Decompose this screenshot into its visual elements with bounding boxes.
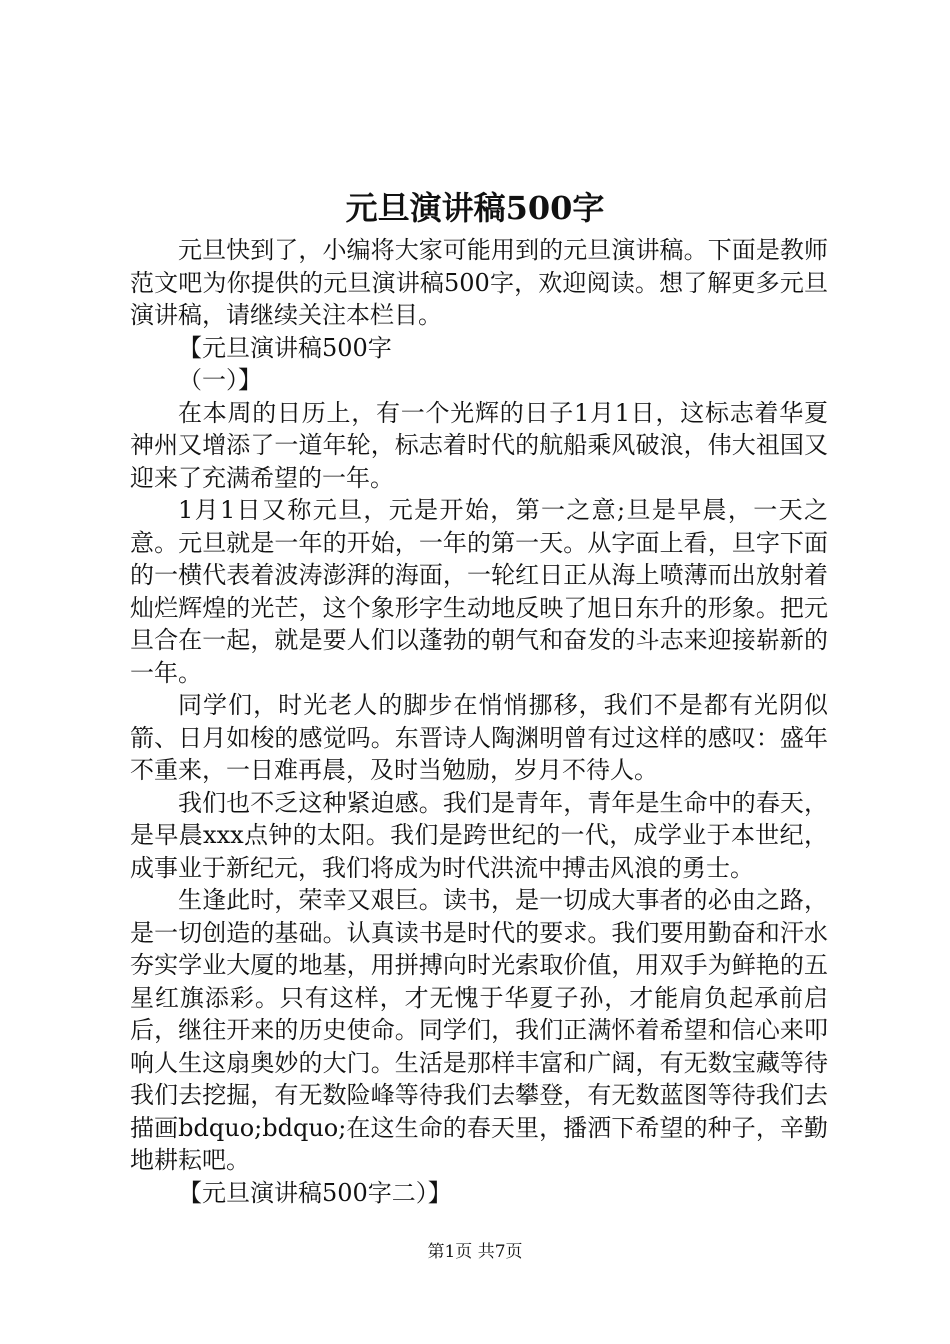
paragraph-intro: 元旦快到了，小编将大家可能用到的元旦演讲稿。下面是教师范文吧为你提供的元旦演讲稿500字，欢迎阅读。想了解更多元旦演讲稿，请继续关注本栏目。 bbox=[130, 236, 828, 329]
paragraph-calendar: 在本周的日历上，有一个光辉的日子1月1日，这标志着华夏神州又增添了一道年轮，标志着时代的航船乘风破浪，伟大祖国又迎来了充满希望的一年。 bbox=[130, 398, 828, 492]
paragraph-time-passing: 同学们，时光老人的脚步在悄悄挪移，我们不是都有光阴似箭、日月如梭的感觉吗。东晋诗人陶渊明曾有过这样的感叹：盛年不重来，一日难再晨，及时当勉励，岁月不待人。 bbox=[130, 691, 828, 784]
section-heading-1: 【元旦演讲稿500字 bbox=[178, 333, 392, 362]
section-heading-1-cont: （一）】 bbox=[178, 366, 262, 394]
page-number-footer: 第1页 共7页 bbox=[427, 1242, 523, 1262]
section-heading-2: 【元旦演讲稿500字二）】 bbox=[178, 1178, 452, 1207]
paragraph-study: 生逢此时，荣幸又艰巨。读书，是一切成大事者的必由之路，是一切创造的基础。认真读书是时代的要求。我们要用勤奋和汗水夯实学业大厦的地基，用拼搏向时光索取价值，用双手为鲜艳的五星红旗添彩。只有这样，才无愧于华夏子孙，才能肩负起承前启后，继往开来的历史使命。同学们，我们正满怀着希望和信心来叩响人生这扇奥妙的大门。生活是那样丰富和广阔，有无数宝藏等待我们去挖掘，有无数险峰等待我们去攀登，有无数蓝图等待我们去描画bdquo;bdquo;在这生命的春天里，播洒下希望的种子，辛勤地耕耘吧。 bbox=[130, 886, 828, 1174]
document-title: 元旦演讲稿500字 bbox=[345, 189, 605, 227]
document-body bbox=[130, 234, 828, 1209]
paragraph-yuandan-meaning: 1月1日又称元旦，元是开始，第一之意;旦是早晨，一天之意。元旦就是一年的开始，一年的第一天。从字面上看，旦字下面的一横代表着波涛澎湃的海面，一轮红日正从海上喷薄而出放射着灿烂辉煌的光芒，这个象形字生动地反映了旭日东升的形象。把元旦合在一起，就是要人们以蓬勃的朝气和奋发的斗志来迎接崭新的一年。 bbox=[130, 496, 828, 687]
paragraph-urgency: 我们也不乏这种紧迫感。我们是青年，青年是生命中的春天，是早晨xxx点钟的太阳。我们是跨世纪的一代，成学业于本世纪，成事业于新纪元，我们将成为时代洪流中搏击风浪的勇士。 bbox=[130, 788, 828, 882]
